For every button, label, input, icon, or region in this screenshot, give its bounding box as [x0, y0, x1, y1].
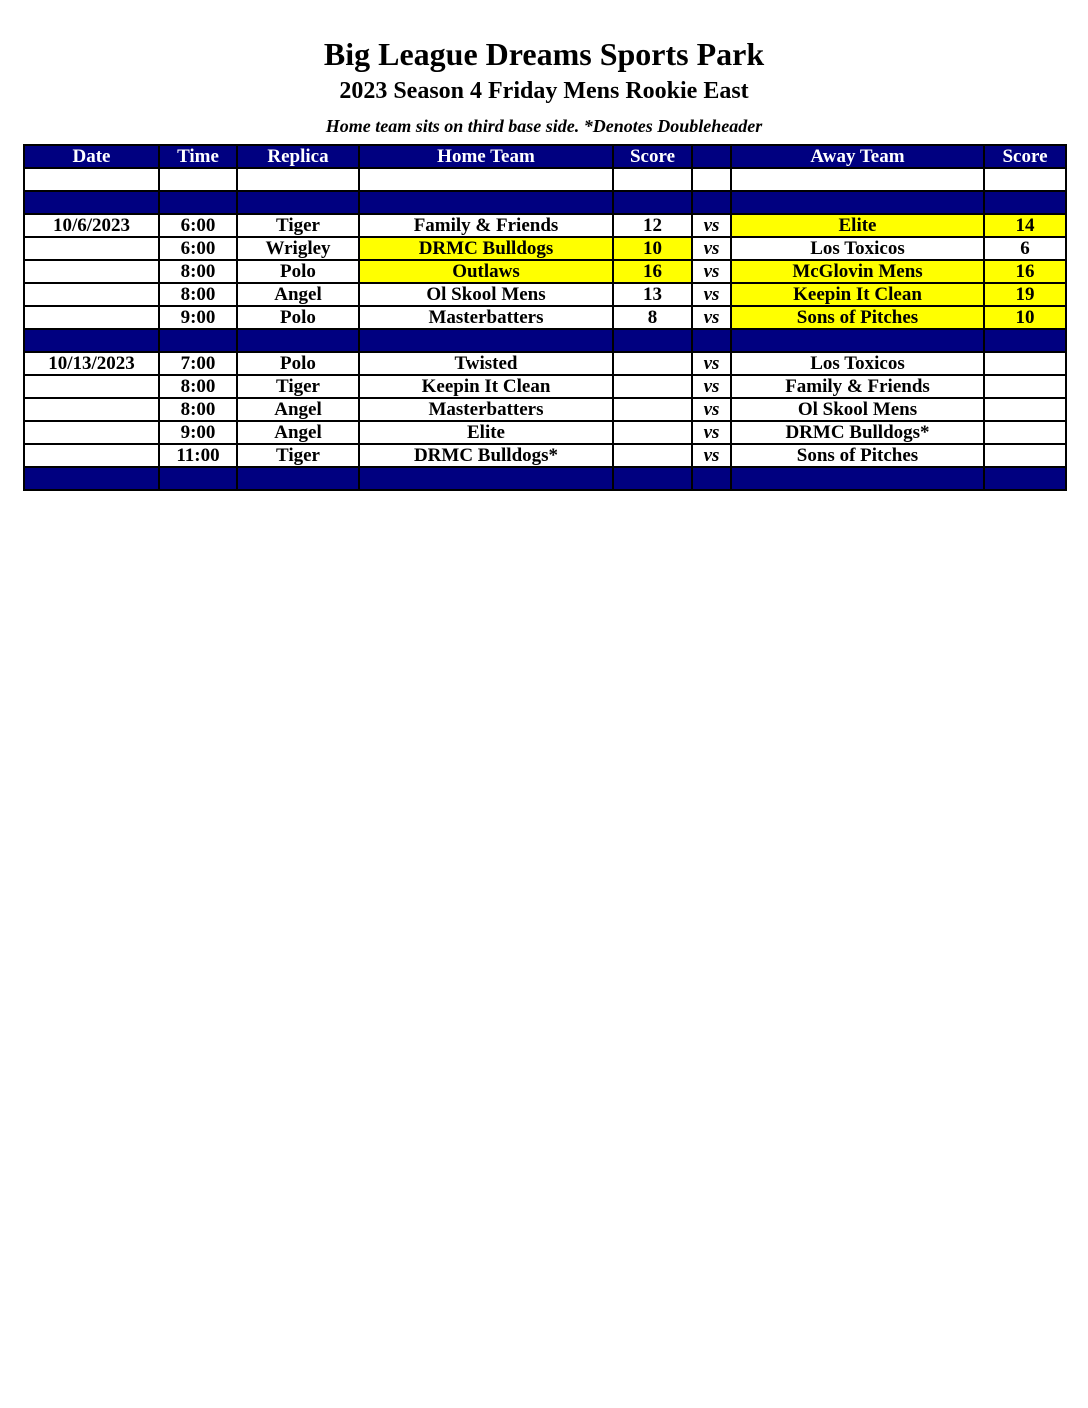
table-row — [24, 214, 1066, 237]
game-time: 6:00 — [159, 237, 237, 260]
away-score: 6 — [984, 237, 1066, 260]
table-row — [24, 306, 1066, 329]
home-score — [613, 375, 692, 398]
away-team: Elite — [731, 214, 984, 237]
vs-label: vs — [692, 306, 731, 329]
home-score: 13 — [613, 283, 692, 306]
home-team: Family & Friends — [359, 214, 613, 237]
home-team: Keepin It Clean — [359, 375, 613, 398]
away-score — [984, 398, 1066, 421]
away-team: Ol Skool Mens — [731, 398, 984, 421]
away-team: Sons of Pitches — [731, 444, 984, 467]
vs-label: vs — [692, 260, 731, 283]
page-subtitle: 2023 Season 4 Friday Mens Rookie East — [339, 78, 749, 104]
vs-label: vs — [692, 352, 731, 375]
away-score — [984, 352, 1066, 375]
game-replica: Polo — [237, 352, 359, 375]
vs-label: vs — [692, 283, 731, 306]
away-score: 16 — [984, 260, 1066, 283]
home-score — [613, 444, 692, 467]
away-score — [984, 375, 1066, 398]
away-team: Los Toxicos — [731, 237, 984, 260]
game-time: 11:00 — [159, 444, 237, 467]
table-row — [24, 375, 1066, 398]
col-vs — [692, 145, 731, 168]
away-score: 10 — [984, 306, 1066, 329]
page-title: Big League Dreams Sports Park — [323, 36, 765, 72]
col-home-team: Home Team — [359, 145, 613, 168]
game-replica: Angel — [237, 398, 359, 421]
table-row — [24, 398, 1066, 421]
game-time: 8:00 — [159, 260, 237, 283]
home-team: DRMC Bulldogs — [359, 237, 613, 260]
game-time: 9:00 — [159, 421, 237, 444]
col-away-score: Score — [984, 145, 1066, 168]
divider-band — [24, 329, 1066, 352]
away-score — [984, 444, 1066, 467]
vs-label: vs — [692, 375, 731, 398]
table-row — [24, 444, 1066, 467]
table-row — [24, 283, 1066, 306]
game-time: 7:00 — [159, 352, 237, 375]
vs-label: vs — [692, 421, 731, 444]
col-home-score: Score — [613, 145, 692, 168]
divider-band — [24, 191, 1066, 214]
game-time: 8:00 — [159, 398, 237, 421]
game-replica: Tiger — [237, 444, 359, 467]
away-team: Sons of Pitches — [731, 306, 984, 329]
away-team: Family & Friends — [731, 375, 984, 398]
home-team: Masterbatters — [359, 398, 613, 421]
game-date: 10/13/2023 — [24, 352, 159, 375]
away-team: Los Toxicos — [731, 352, 984, 375]
home-score — [613, 421, 692, 444]
away-team: Keepin It Clean — [731, 283, 984, 306]
home-score: 16 — [613, 260, 692, 283]
home-score — [613, 352, 692, 375]
col-time: Time — [159, 145, 237, 168]
home-team: Outlaws — [359, 260, 613, 283]
divider-band — [24, 467, 1066, 490]
game-time: 8:00 — [159, 283, 237, 306]
game-time: 8:00 — [159, 375, 237, 398]
vs-label: vs — [692, 398, 731, 421]
away-score — [984, 421, 1066, 444]
col-away-team: Away Team — [731, 145, 984, 168]
col-replica: Replica — [237, 145, 359, 168]
home-score — [613, 398, 692, 421]
away-team: DRMC Bulldogs* — [731, 421, 984, 444]
home-team: DRMC Bulldogs* — [359, 444, 613, 467]
table-row — [24, 237, 1066, 260]
game-replica: Tiger — [237, 375, 359, 398]
home-team: Twisted — [359, 352, 613, 375]
game-time: 6:00 — [159, 214, 237, 237]
vs-label: vs — [692, 237, 731, 260]
table-row — [24, 421, 1066, 444]
game-replica: Polo — [237, 260, 359, 283]
vs-label: vs — [692, 214, 731, 237]
header-row — [24, 145, 1066, 168]
away-team: McGlovin Mens — [731, 260, 984, 283]
col-date: Date — [24, 145, 159, 168]
game-replica: Angel — [237, 283, 359, 306]
home-score: 12 — [613, 214, 692, 237]
game-date: 10/6/2023 — [24, 214, 159, 237]
vs-label: vs — [692, 444, 731, 467]
home-team: Elite — [359, 421, 613, 444]
schedule-table — [23, 144, 1067, 491]
home-score: 10 — [613, 237, 692, 260]
away-score: 19 — [984, 283, 1066, 306]
game-time: 9:00 — [159, 306, 237, 329]
game-replica: Angel — [237, 421, 359, 444]
game-replica: Tiger — [237, 214, 359, 237]
home-score: 8 — [613, 306, 692, 329]
table-row — [24, 260, 1066, 283]
table-row — [24, 352, 1066, 375]
doubleheader-note: Home team sits on third base side. *Denotes Doubleheader — [325, 116, 763, 136]
home-team: Masterbatters — [359, 306, 613, 329]
game-replica: Wrigley — [237, 237, 359, 260]
home-team: Ol Skool Mens — [359, 283, 613, 306]
game-replica: Polo — [237, 306, 359, 329]
away-score: 14 — [984, 214, 1066, 237]
blank-row — [24, 168, 1066, 191]
